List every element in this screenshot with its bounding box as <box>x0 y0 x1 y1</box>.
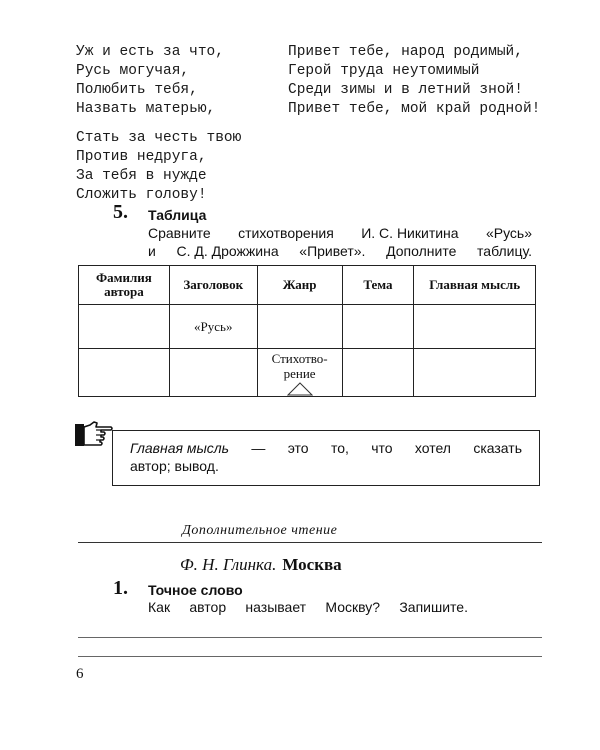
cell-genre <box>257 349 342 397</box>
definition-text <box>130 439 522 475</box>
word: хотел <box>414 440 451 456</box>
cell-genre-input[interactable] <box>257 305 342 349</box>
poem-line: Привет тебе, народ родимый, <box>288 44 523 60</box>
header-genre: Жанр <box>257 266 342 305</box>
poem-line: Полюбить тебя, <box>76 82 198 98</box>
task-instructions <box>148 598 468 616</box>
poem-line: Среди зимы и в летний зной! <box>288 82 523 98</box>
instruction-line <box>148 242 532 260</box>
word: «Русь» <box>485 225 532 241</box>
word: С. Д. Дрожжина <box>176 243 279 259</box>
poem-line: Сложить голову! <box>76 187 207 203</box>
task-number: 1. <box>113 577 128 599</box>
cell-main-idea-input[interactable] <box>414 349 536 397</box>
story-author: Ф. Н. Глинка. <box>180 555 277 574</box>
header-title: Заголовок <box>169 266 257 305</box>
cell-theme-input[interactable] <box>342 349 414 397</box>
poem-stanza <box>288 43 540 119</box>
word: что <box>371 440 393 456</box>
word: Сравните <box>148 225 211 241</box>
word: И. С. Никитина <box>361 225 459 241</box>
word: это <box>287 440 309 456</box>
task-number: 5. <box>113 201 128 223</box>
poem-line: Русь могучая, <box>76 63 190 79</box>
word: называет <box>245 599 307 615</box>
word: сказать <box>473 440 522 456</box>
word: то, <box>330 440 349 456</box>
word: таблицу. <box>477 243 532 259</box>
word: Дополните <box>386 243 457 259</box>
cell-main-idea-input[interactable] <box>414 305 536 349</box>
instruction-line <box>148 598 468 616</box>
poem-line: За тебя в нужде <box>76 168 207 184</box>
definition-line: автор; вывод. <box>130 458 219 474</box>
poem-line: Привет тебе, мой край родной! <box>288 101 541 117</box>
triangle-icon <box>287 382 313 396</box>
story-heading <box>180 555 342 575</box>
table-row <box>79 305 536 349</box>
comparison-table <box>78 265 536 397</box>
word: Запишите. <box>399 599 468 615</box>
cell-author-input[interactable] <box>79 349 170 397</box>
cell-theme-input[interactable] <box>342 305 414 349</box>
instruction-line <box>148 224 532 242</box>
word: автор <box>189 599 227 615</box>
word: стихотворения <box>238 225 334 241</box>
story-title: Москва <box>282 555 342 574</box>
poem-drozhzhin <box>288 43 540 129</box>
cell-title: «Русь» <box>169 305 257 349</box>
cell-title-input[interactable] <box>169 349 257 397</box>
word: Москву? <box>325 599 381 615</box>
pointing-hand-icon <box>74 419 114 449</box>
task-instructions <box>148 224 532 260</box>
answer-line[interactable] <box>78 637 542 638</box>
divider <box>78 542 542 543</box>
header-theme: Тема <box>342 266 414 305</box>
cell-author-input[interactable] <box>79 305 170 349</box>
table-header-row <box>79 266 536 305</box>
header-main-idea: Главная мысль <box>414 266 536 305</box>
genre-label: Стихотво- рение <box>271 351 328 381</box>
poem-line: Герой труда неутомимый <box>288 63 480 79</box>
task-title: Таблица <box>148 207 207 223</box>
word: и <box>148 243 156 259</box>
word: Как <box>148 599 171 615</box>
poem-line: Стать за честь твою <box>76 130 242 146</box>
poem-line: Против недруга, <box>76 149 207 165</box>
task-title: Точное слово <box>148 582 243 598</box>
word: — <box>251 440 266 456</box>
header-author: Фамилия автора <box>79 266 170 305</box>
page-number: 6 <box>76 666 84 682</box>
definition-term: Главная мысль <box>130 440 230 456</box>
poem-line: Уж и есть за что, <box>76 44 224 60</box>
poem-line: Назвать матерью, <box>76 101 216 117</box>
poem-stanza <box>76 129 241 205</box>
definition-line <box>130 439 522 457</box>
answer-line[interactable] <box>78 656 542 657</box>
table-row <box>79 349 536 397</box>
word: «Привет». <box>299 243 366 259</box>
section-label: Дополнительное чтение <box>182 523 338 538</box>
definition-box <box>112 430 540 486</box>
poem-nikitin <box>76 43 241 215</box>
poem-stanza <box>76 43 241 119</box>
